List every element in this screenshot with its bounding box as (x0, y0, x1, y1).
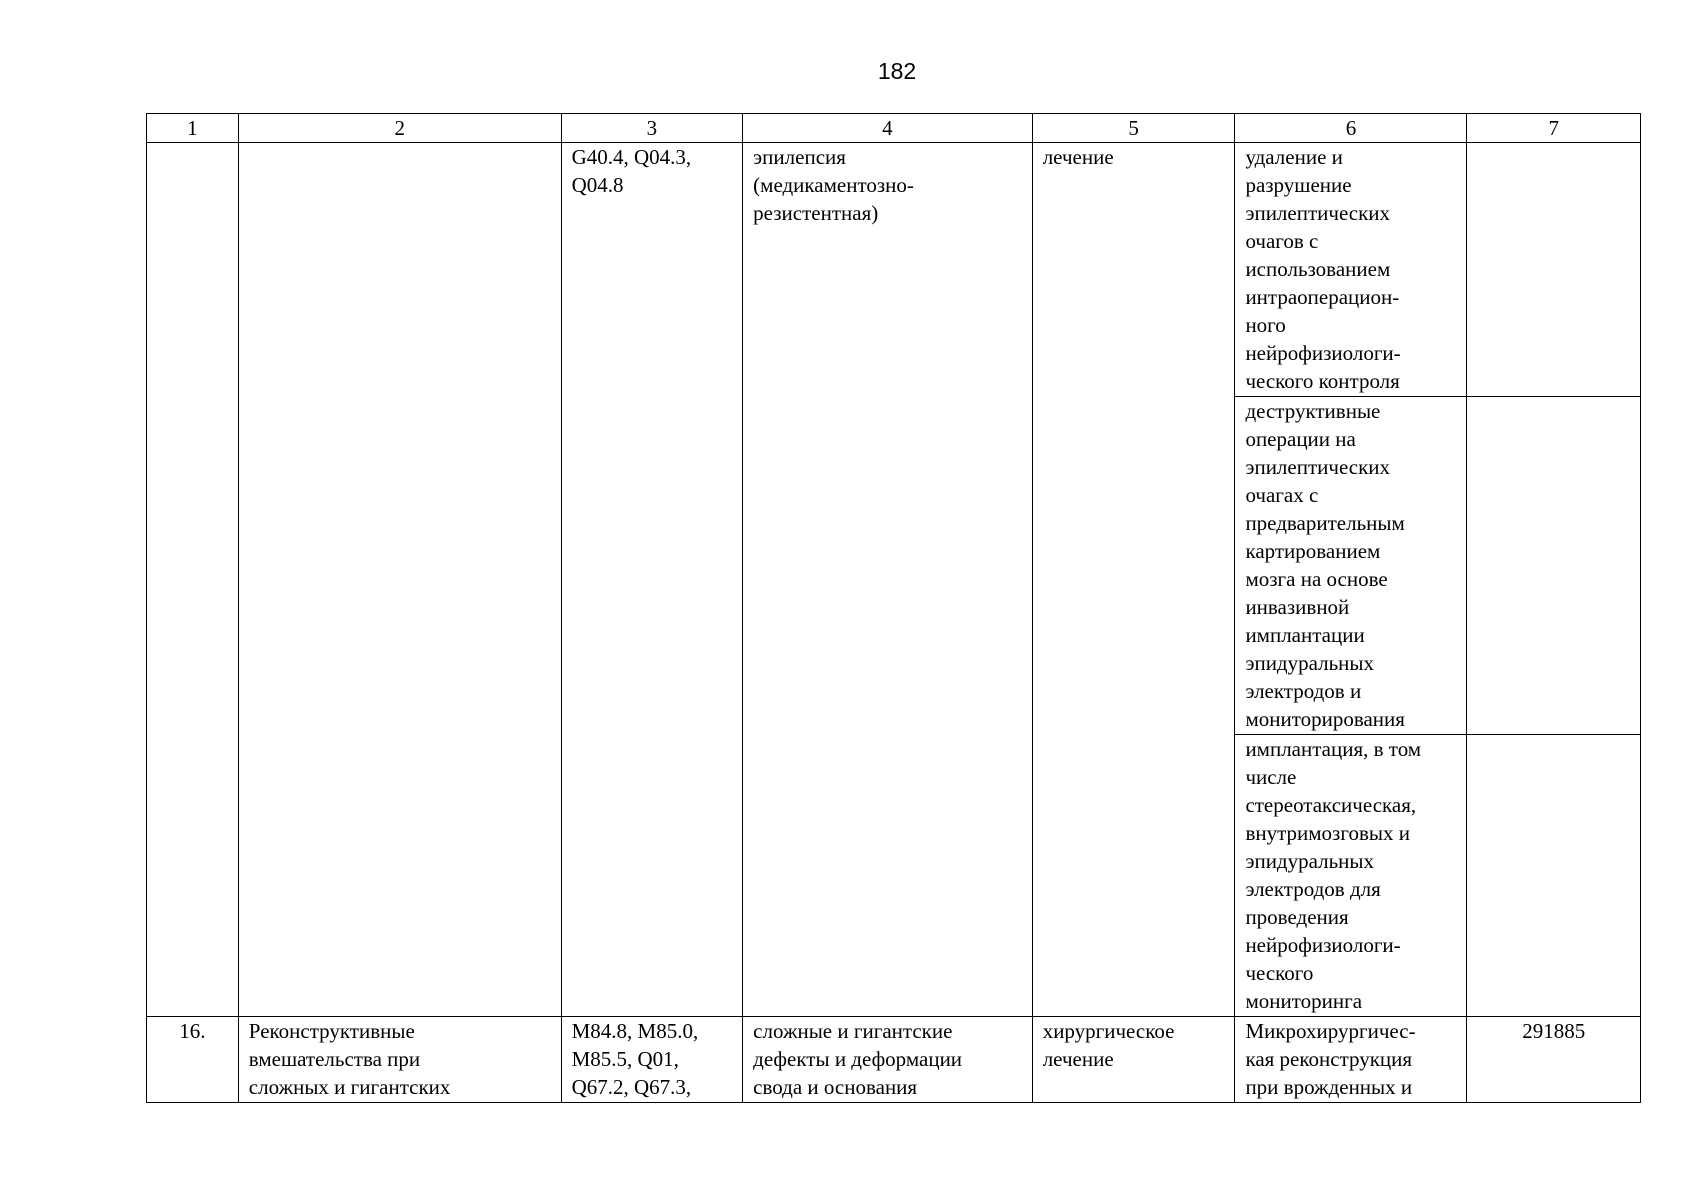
cost-cell (1467, 143, 1641, 397)
column-number-1: 1 (147, 114, 239, 143)
treatment-type-cell: хирургическое лечение (1032, 1017, 1235, 1103)
column-number-2: 2 (238, 114, 561, 143)
care-type-cell: Реконструктивные вмешательства при сложных и гигантских (238, 1017, 561, 1103)
page-number: 182 (877, 58, 917, 84)
table-row (147, 1017, 1641, 1103)
cost-cell: 291885 (1467, 1017, 1641, 1103)
column-number-5: 5 (1032, 114, 1235, 143)
method-cell: имплантация, в том числе стереотаксическая, внутримозговых и эпидуральных электродов для проведения нейрофизиологи- ческого мониторинга (1235, 735, 1467, 1017)
column-number-3: 3 (561, 114, 743, 143)
condition-cell: сложные и гигантские дефекты и деформации свода и основания (743, 1017, 1033, 1103)
treatment-type-cell: лечение (1032, 143, 1235, 1017)
row-number-cell: 16. (147, 1017, 239, 1103)
column-number-row (147, 114, 1641, 143)
method-cell: деструктивные операции на эпилептических очагах с предварительным картированием мозга на основе инвазивной имплантации эпидуральных электродов и мониторирования (1235, 397, 1467, 735)
condition-cell: эпилепсия (медикаментозно- резистентная) (743, 143, 1033, 1017)
method-cell: удаление и разрушение эпилептических очагов с использованием интраоперацион- ного нейрофизиологи- ческого контроля (1235, 143, 1467, 397)
cost-cell (1467, 735, 1641, 1017)
column-number-6: 6 (1235, 114, 1467, 143)
diagnosis-codes-cell: G40.4, Q04.3, Q04.8 (561, 143, 743, 1017)
method-cell: Микрохирургичес- кая реконструкция при врожденных и (1235, 1017, 1467, 1103)
column-number-7: 7 (1467, 114, 1641, 143)
table-row (147, 143, 1641, 397)
row-number-cell (147, 143, 239, 1017)
column-number-4: 4 (743, 114, 1033, 143)
medical-care-table (146, 113, 1641, 1103)
care-type-cell (238, 143, 561, 1017)
cost-cell (1467, 397, 1641, 735)
diagnosis-codes-cell: M84.8, M85.0, M85.5, Q01, Q67.2, Q67.3, (561, 1017, 743, 1103)
